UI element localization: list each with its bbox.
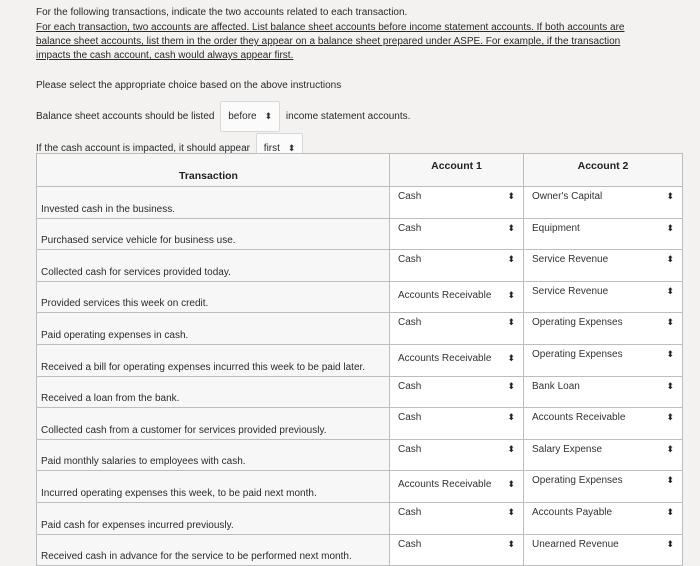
- account-1-select[interactable]: [390, 471, 524, 503]
- table-row: [37, 250, 683, 282]
- updown-arrow-icon: ⬍: [287, 143, 296, 153]
- account-1-value: Cash: [398, 412, 422, 424]
- transaction-description: Received a loan from the bank.: [37, 376, 390, 408]
- account-1-select[interactable]: [390, 218, 524, 250]
- account-2-select[interactable]: [524, 439, 683, 471]
- question-2-prefix: If the cash account is impacted, it should appear: [36, 143, 251, 154]
- header-account-2: Account 2: [524, 154, 683, 187]
- instruction-line-2: For each transaction, two accounts are affected. List balance sheet accounts before income statement accounts. If both accounts are: [36, 22, 625, 33]
- transaction-description: Received a bill for operating expenses incurred this week to be paid later.: [37, 344, 390, 376]
- account-1-select[interactable]: [390, 187, 524, 219]
- updown-arrow-icon: ⬍: [507, 380, 515, 391]
- account-2-select[interactable]: [524, 408, 683, 440]
- order-select-value: before: [228, 111, 257, 122]
- account-2-select[interactable]: [524, 376, 683, 408]
- transaction-description: Paid operating expenses in cash.: [37, 313, 390, 345]
- account-1-value: Cash: [398, 254, 422, 266]
- table-row: [37, 376, 683, 408]
- account-1-value: Cash: [398, 443, 422, 455]
- account-1-select[interactable]: [390, 281, 524, 313]
- updown-arrow-icon: ⬍: [666, 506, 674, 517]
- transaction-description: Paid cash for expenses incurred previously.: [37, 502, 390, 534]
- updown-arrow-icon: ⬍: [666, 538, 674, 549]
- transaction-description: Purchased service vehicle for business use.: [37, 218, 390, 250]
- transaction-description: Collected cash from a customer for services provided previously.: [37, 408, 390, 440]
- account-2-select[interactable]: [524, 344, 683, 376]
- updown-arrow-icon: ⬍: [507, 317, 515, 328]
- updown-arrow-icon: ⬍: [507, 506, 515, 517]
- account-2-value: Owner's Capital: [532, 191, 603, 202]
- table-row: [37, 344, 683, 376]
- updown-arrow-icon: ⬍: [666, 380, 674, 391]
- question-1-prefix: Balance sheet accounts should be listed: [36, 111, 215, 122]
- updown-arrow-icon: ⬍: [666, 412, 674, 423]
- account-2-select[interactable]: [524, 502, 683, 534]
- account-1-select[interactable]: [390, 344, 524, 376]
- account-1-value: Accounts Receivable: [398, 352, 492, 364]
- updown-arrow-icon: ⬍: [666, 317, 674, 328]
- table-row: [37, 534, 683, 566]
- table-row: [37, 313, 683, 345]
- transactions-table: [36, 153, 683, 566]
- account-1-select[interactable]: [390, 534, 524, 566]
- account-2-value: Unearned Revenue: [532, 538, 619, 550]
- instruction-line-3: balance sheet accounts, list them in the order they appear on a balance sheet prepared under ASPE. For example, if the transaction: [36, 36, 621, 47]
- updown-arrow-icon: ⬍: [507, 412, 515, 423]
- table-row: [37, 439, 683, 471]
- table-row: [37, 408, 683, 440]
- instruction-line-5: Please select the appropriate choice based on the above instructions: [36, 80, 342, 91]
- account-2-value: Service Revenue: [532, 254, 609, 266]
- account-1-value: Cash: [398, 506, 422, 518]
- header-transaction: Transaction: [37, 154, 390, 187]
- account-2-value: Operating Expenses: [532, 475, 623, 487]
- account-1-select[interactable]: [390, 313, 524, 345]
- updown-arrow-icon: ⬍: [666, 348, 674, 359]
- updown-arrow-icon: ⬍: [507, 222, 515, 233]
- account-2-select[interactable]: [524, 313, 683, 345]
- updown-arrow-icon: ⬍: [507, 443, 515, 454]
- account-2-value: Service Revenue: [532, 285, 609, 297]
- account-1-value: Accounts Receivable: [398, 479, 492, 491]
- updown-arrow-icon: ⬍: [507, 479, 515, 490]
- account-1-value: Accounts Receivable: [398, 289, 492, 301]
- transaction-description: Collected cash for services provided today.: [37, 250, 390, 282]
- account-2-value: Operating Expenses: [532, 348, 623, 360]
- account-2-select[interactable]: [524, 218, 683, 250]
- instruction-line-4: impacts the cash account, cash would always appear first.: [36, 50, 294, 61]
- account-1-select[interactable]: [390, 439, 524, 471]
- account-1-value: Cash: [398, 191, 422, 202]
- updown-arrow-icon: ⬍: [264, 111, 273, 121]
- account-2-value: Salary Expense: [532, 443, 603, 455]
- account-1-value: Cash: [398, 380, 422, 392]
- account-2-value: Equipment: [532, 222, 580, 234]
- updown-arrow-icon: ⬍: [666, 285, 674, 296]
- updown-arrow-icon: ⬍: [666, 254, 674, 265]
- table-row: [37, 218, 683, 250]
- header-account-1: Account 1: [390, 154, 524, 187]
- account-2-value: Accounts Receivable: [532, 412, 626, 424]
- transaction-description: Paid monthly salaries to employees with cash.: [37, 439, 390, 471]
- question-1-suffix: income statement accounts.: [285, 111, 411, 122]
- account-1-select[interactable]: [390, 250, 524, 282]
- transaction-description: Incurred operating expenses this week, to be paid next month.: [37, 471, 390, 503]
- account-1-value: Cash: [398, 222, 422, 234]
- updown-arrow-icon: ⬍: [507, 191, 515, 201]
- table-row: [37, 502, 683, 534]
- updown-arrow-icon: ⬍: [507, 538, 515, 549]
- account-1-value: Cash: [398, 317, 422, 329]
- transaction-description: Provided services this week on credit.: [37, 281, 390, 313]
- account-2-select[interactable]: [524, 281, 683, 313]
- account-2-value: Accounts Payable: [532, 506, 613, 518]
- account-1-select[interactable]: [390, 376, 524, 408]
- updown-arrow-icon: ⬍: [507, 352, 515, 363]
- account-1-select[interactable]: [390, 408, 524, 440]
- account-2-select[interactable]: [524, 471, 683, 503]
- table-row: [37, 187, 683, 219]
- updown-arrow-icon: ⬍: [507, 289, 515, 300]
- account-1-select[interactable]: [390, 502, 524, 534]
- table-row: [37, 471, 683, 503]
- table-header-row: [37, 154, 683, 187]
- transaction-description: Received cash in advance for the service to be performed next month.: [37, 534, 390, 566]
- cash-position-select-value: first: [263, 143, 280, 154]
- updown-arrow-icon: ⬍: [666, 222, 674, 233]
- account-2-value: Operating Expenses: [532, 317, 623, 329]
- account-2-select[interactable]: [524, 187, 683, 219]
- account-2-select[interactable]: [524, 534, 683, 566]
- order-select[interactable]: [220, 101, 280, 132]
- updown-arrow-icon: ⬍: [507, 254, 515, 265]
- transaction-description: Invested cash in the business.: [37, 187, 390, 219]
- updown-arrow-icon: ⬍: [666, 475, 674, 486]
- table-row: [37, 281, 683, 313]
- question-balance-sheet-order: [36, 101, 410, 132]
- account-2-select[interactable]: [524, 250, 683, 282]
- account-2-value: Bank Loan: [532, 380, 580, 392]
- account-1-value: Cash: [398, 538, 422, 550]
- updown-arrow-icon: ⬍: [666, 443, 674, 454]
- instruction-line-1: For the following transactions, indicate the two accounts related to each transaction.: [36, 7, 408, 18]
- updown-arrow-icon: ⬍: [666, 191, 674, 201]
